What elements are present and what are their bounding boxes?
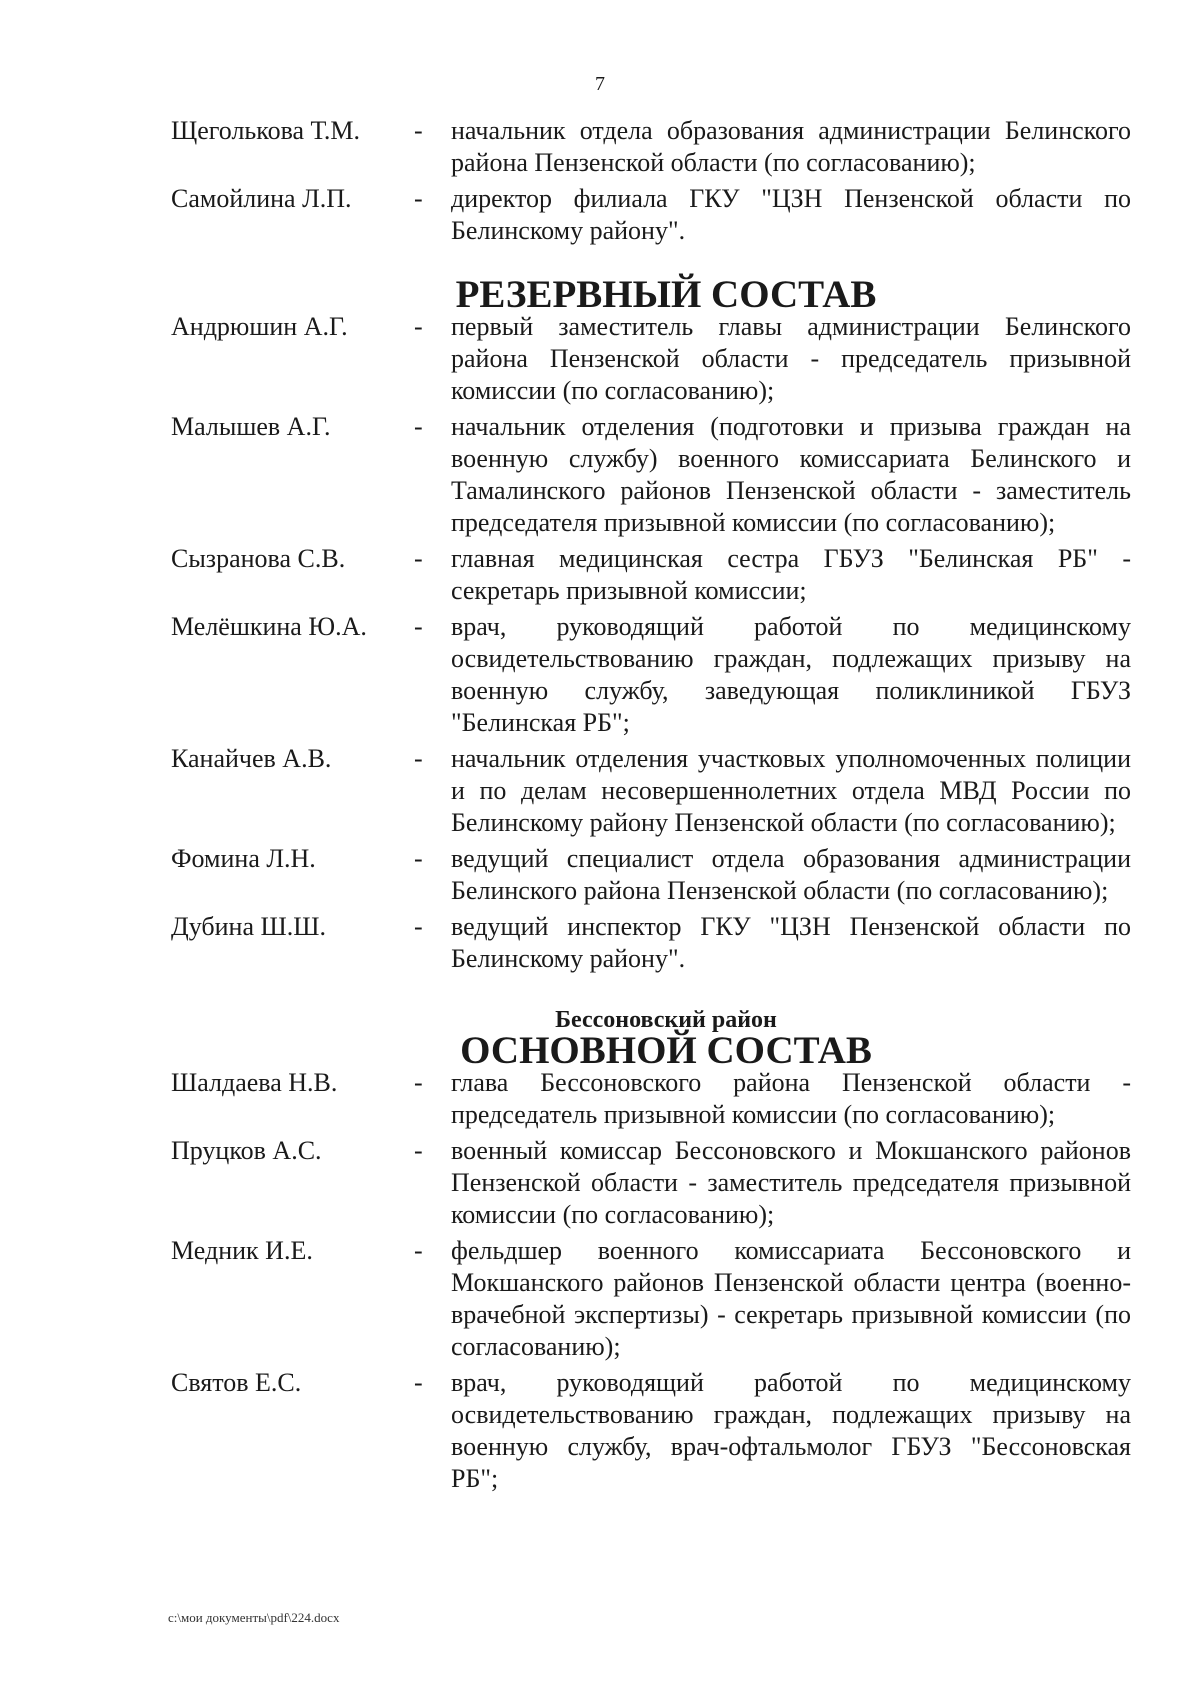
group-3-list [171, 1067, 1131, 1495]
member-position: ведущий специалист отдела образования администрации Белинского района Пензенской области (по согласованию); [451, 844, 1131, 905]
member-name: Малышев А.Г. [171, 412, 331, 441]
member-position: начальник отделения участковых уполномоченных полиции и по делам несовершеннолетних отдела МВД России по Белинскому району Пензенской области (по согласованию); [451, 744, 1131, 837]
member-dash: - [414, 912, 423, 941]
member-name: Медник И.Е. [171, 1236, 313, 1265]
member-position: главная медицинская сестра ГБУЗ "Белинская РБ" - секретарь призывной комиссии; [451, 544, 1131, 605]
member-position: начальник отдела образования администрации Белинского района Пензенской области (по согласованию); [451, 116, 1131, 177]
member-entry [171, 1067, 1131, 1131]
member-dash: - [414, 544, 423, 573]
member-entry [171, 743, 1131, 839]
member-position: фельдшер военного комиссариата Бессоновского и Мокшанского районов Пензенской области центра (военно-врачебной экспертизы) - секретарь призывной комиссии (по согласованию); [451, 1236, 1131, 1361]
member-name: Самойлина Л.П. [171, 184, 352, 213]
member-name: Канайчев А.В. [171, 744, 332, 773]
member-position: начальник отделения (подготовки и призыва граждан на военную службу) военного комиссариата Белинского и Тамалинского районов Пензенской области - заместитель председателя призывной комиссии (по согласованию); [451, 412, 1131, 537]
file-path-footer: c:\мои документы\pdf\224.docx [168, 1610, 340, 1625]
member-entry [171, 1367, 1131, 1495]
member-position: ведущий инспектор ГКУ "ЦЗН Пензенской области по Белинскому району". [451, 912, 1131, 973]
member-dash: - [414, 312, 423, 341]
member-dash: - [414, 412, 423, 441]
member-name: Пруцков А.С. [171, 1136, 322, 1165]
member-entry [171, 843, 1131, 907]
document-body [171, 115, 1131, 1499]
member-name: Фомина Л.Н. [171, 844, 316, 873]
member-entry [171, 411, 1131, 539]
member-position: глава Бессоновского района Пензенской области - председатель призывной комиссии (по согласованию); [451, 1068, 1131, 1129]
member-dash: - [414, 844, 423, 873]
member-entry [171, 183, 1131, 247]
member-entry [171, 911, 1131, 975]
member-dash: - [414, 744, 423, 773]
member-position: врач, руководящий работой по медицинскому освидетельствованию граждан, подлежащих призыву на военную службу, заведующая поликлиникой ГБУЗ "Белинская РБ"; [451, 612, 1131, 737]
member-position: врач, руководящий работой по медицинскому освидетельствованию граждан, подлежащих призыву на военную службу, врач-офтальмолог ГБУЗ "Бессоновская РБ"; [451, 1368, 1131, 1493]
member-dash: - [414, 1236, 423, 1265]
member-position: директор филиала ГКУ "ЦЗН Пензенской области по Белинскому району". [451, 184, 1131, 245]
member-name: Шалдаева Н.В. [171, 1068, 338, 1097]
member-name: Щеголькова Т.М. [171, 116, 360, 145]
member-name: Святов Е.С. [171, 1368, 302, 1397]
main-composition-heading: ОСНОВНОЙ СОСТАВ [460, 1029, 872, 1072]
member-position: военный комиссар Бессоновского и Мокшанского районов Пензенской области - заместитель председателя призывной комиссии (по согласованию); [451, 1136, 1131, 1229]
member-entry [171, 543, 1131, 607]
member-dash: - [414, 612, 423, 641]
group-1-list [171, 115, 1131, 247]
page-number: 7 [595, 73, 605, 95]
member-entry [171, 611, 1131, 739]
member-name: Сызранова С.В. [171, 544, 346, 573]
member-name: Дубина Ш.Ш. [171, 912, 326, 941]
member-entry [171, 311, 1131, 407]
reserve-heading: РЕЗЕРВНЫЙ СОСТАВ [455, 273, 877, 316]
member-name: Мелёшкина Ю.А. [171, 612, 367, 641]
member-entry [171, 1135, 1131, 1231]
member-entry [171, 1235, 1131, 1363]
member-position: первый заместитель главы администрации Белинского района Пензенской области - председатель призывной комиссии (по согласованию); [451, 312, 1131, 405]
member-dash: - [414, 184, 423, 213]
district-heading: Бессоновский район [555, 1007, 777, 1033]
member-dash: - [414, 1368, 423, 1397]
member-entry [171, 115, 1131, 179]
member-dash: - [414, 1136, 423, 1165]
group-2-list [171, 311, 1131, 975]
member-dash: - [414, 116, 423, 145]
member-dash: - [414, 1068, 423, 1097]
member-name: Андрюшин А.Г. [171, 312, 348, 341]
